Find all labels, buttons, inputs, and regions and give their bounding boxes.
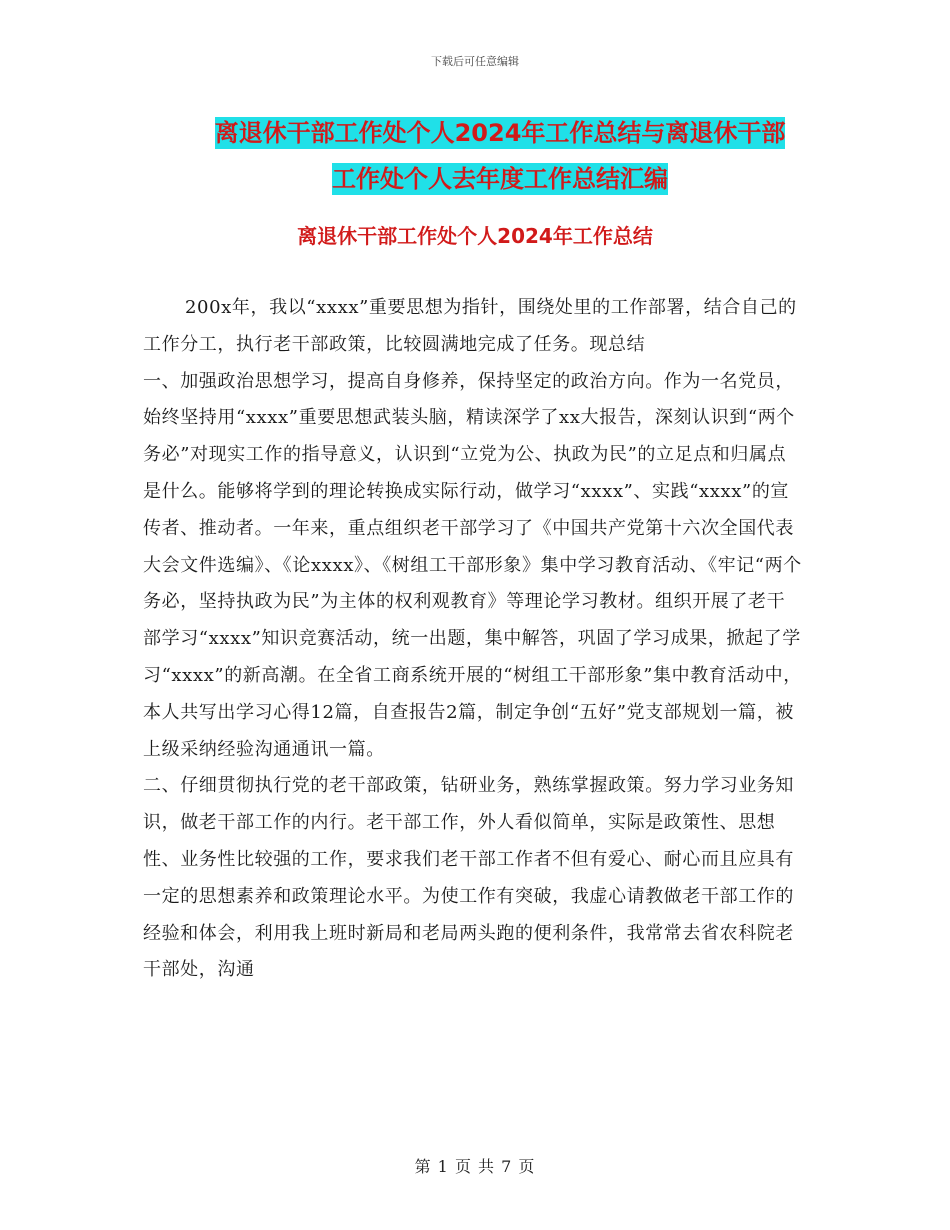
paragraph-section-1: 一、加强政治思想学习，提高自身修养，保持坚定的政治方向。作为一名党员，始终坚持用“xxxx”重要思想武装头脑，精读深学了xx大报告，深刻认识到“两个务必”对现实工作的指导意义，认识到“立党为公、执政为民”的立足点和归属点是什么。能够将学到的理论转换成实际行动，做学习“xxxx”、实践“xxxx”的宣传者、推动者。一年来，重点组织老干部学习了《中国共产党第十六次全国代表大会文件选编》、《论xxxx》、《树组工干部形象》集中学习教育活动、《牢记“两个务必，坚持执政为民”为主体的权利观教育》等理论学习教材。组织开展了老干部学习“xxxx”知识竞赛活动，统一出题，集中解答，巩固了学习成果，掀起了学习“xxxx”的新高潮。在全省工商系统开展的“树组工干部形象”集中教育活动中，本人共写出学习心得12篇，自查报告2篇，制定争创“五好”党支部规划一篇，被上级采纳经验沟通通讯一篇。 bbox=[143, 370, 802, 760]
document-body bbox=[143, 290, 803, 989]
paragraph-intro: 200x年，我以“xxxx”重要思想为指针，围绕处里的工作部署，结合自己的工作分工，执行老干部政策，比较圆满地完成了任务。现总结 bbox=[143, 297, 797, 355]
document-main-title bbox=[140, 110, 860, 202]
section-title: 离退休干部工作处个人2024年工作总结 bbox=[297, 224, 653, 248]
main-title-line-1: 离退休干部工作处个人2024年工作总结与离退休干部 bbox=[214, 119, 786, 147]
page-footer: 第 1 页 共 7 页 bbox=[414, 1157, 536, 1176]
main-title-line-2: 工作处个人去年度工作总结汇编 bbox=[332, 165, 668, 193]
header-note: 下载后可任意编辑 bbox=[431, 55, 519, 68]
paragraph-section-2: 二、仔细贯彻执行党的老干部政策，钻研业务，熟练掌握政策。努力学习业务知识，做老干部工作的内行。老干部工作，外人看似简单，实际是政策性、思想性、业务性比较强的工作，要求我们老干部工作者不但有爱心、耐心而且应具有一定的思想素养和政策理论水平。为使工作有突破，我虚心请教做老干部工作的经验和体会，利用我上班时新局和老局两头跑的便利条件，我常常去省农科院老干部处，沟通 bbox=[143, 775, 794, 981]
